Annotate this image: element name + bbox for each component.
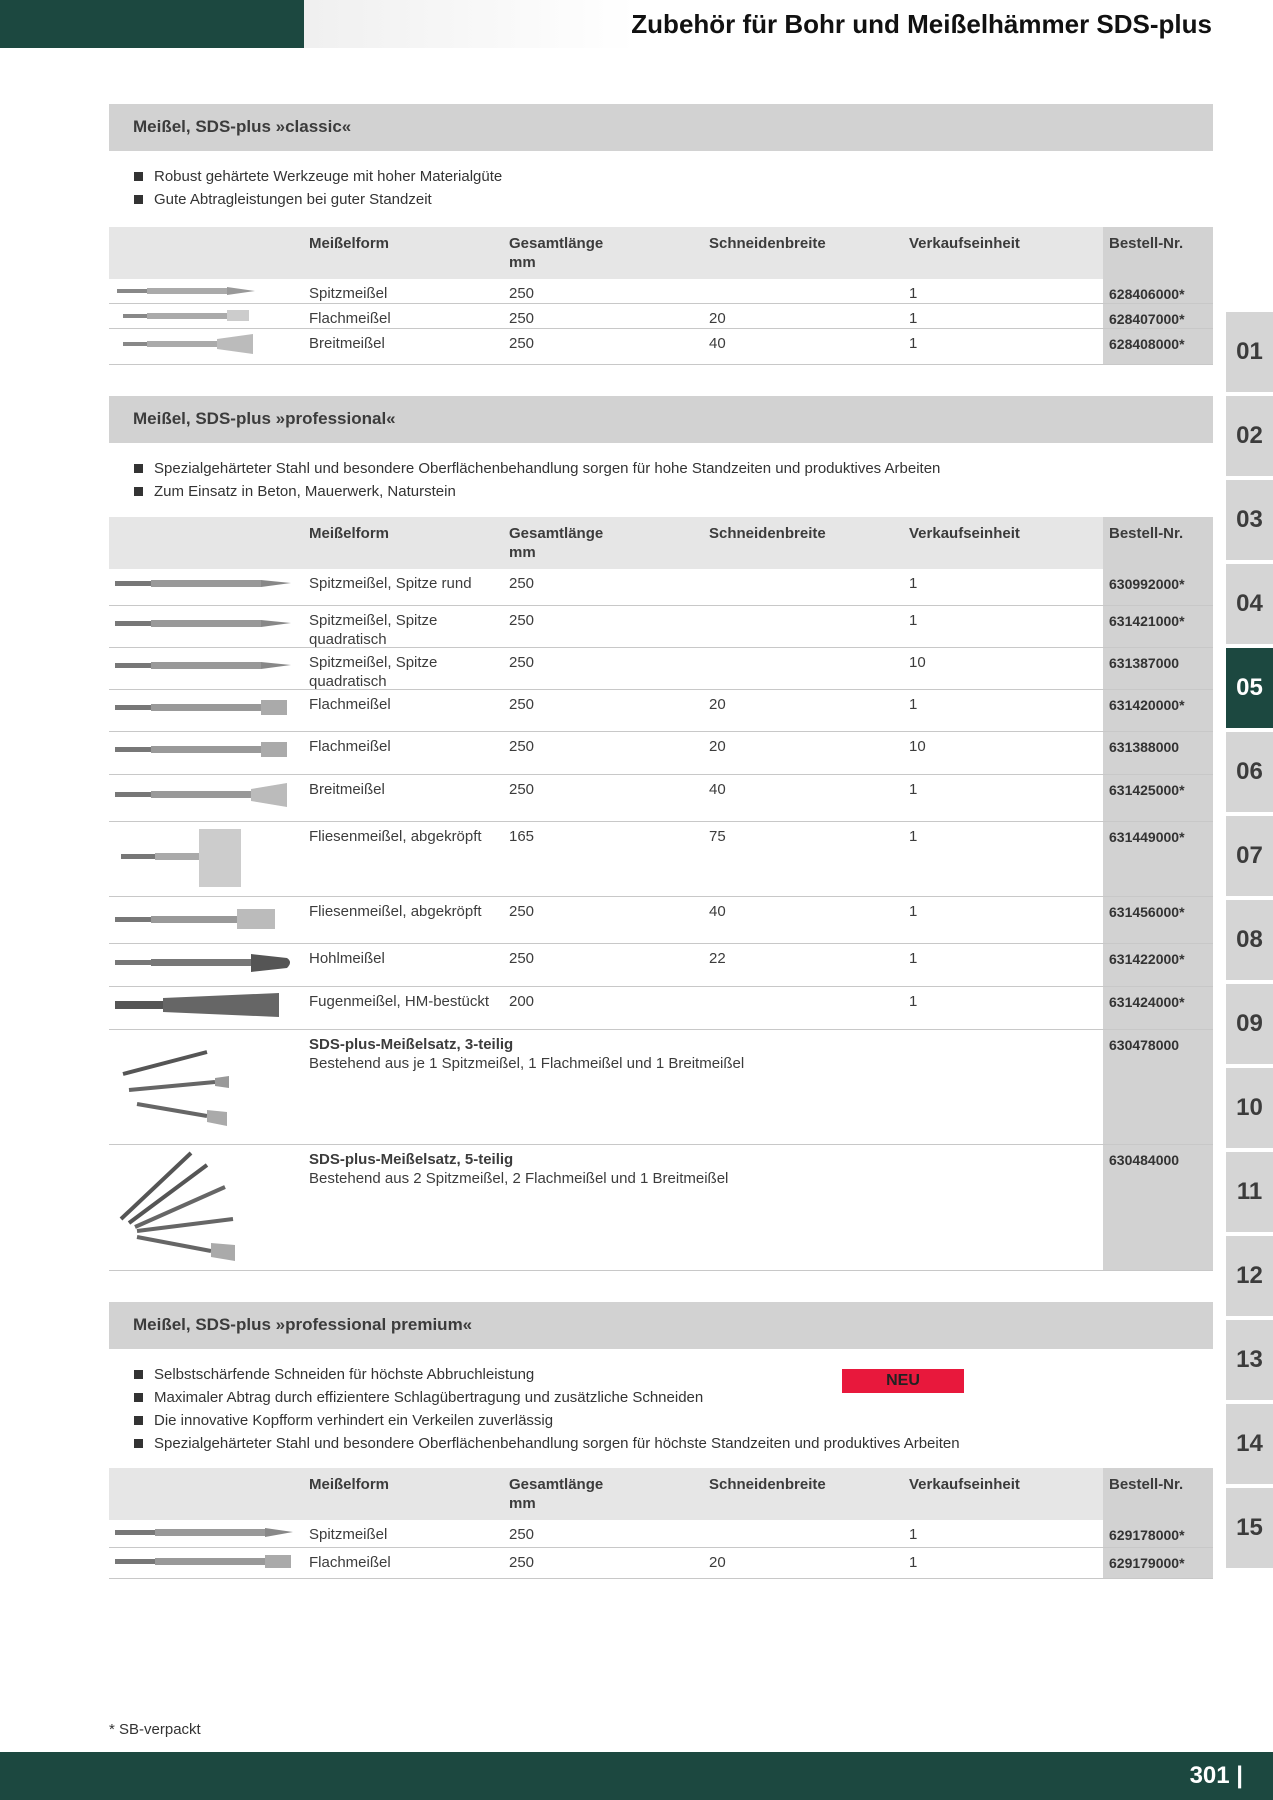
wide-chisel-image xyxy=(115,331,259,357)
column-header-length: Gesamtlänge mm xyxy=(509,1476,604,1512)
column-header-form: Meißelform xyxy=(309,525,390,542)
chisel-set-5-image xyxy=(115,1147,295,1263)
tab-chapter-09[interactable]: 09 xyxy=(1226,984,1273,1064)
table-row xyxy=(109,1145,1213,1271)
bullet-square-icon xyxy=(134,464,143,473)
flat-chisel-image xyxy=(115,1550,295,1572)
table-row: Fliesenmeißel, abgekröpft 165 75 1 631449000* xyxy=(109,822,1213,897)
table-row: Flachmeißel 250 20 1 631420000* xyxy=(109,690,1213,732)
tab-chapter-05[interactable]: 05 xyxy=(1226,648,1273,728)
list-item: Zum Einsatz in Beton, Mauerwerk, Naturstein xyxy=(134,480,1034,503)
tab-chapter-04[interactable]: 04 xyxy=(1226,564,1273,644)
bullet-square-icon xyxy=(134,1416,143,1425)
table-row: Breitmeißel 250 40 1 631425000* xyxy=(109,775,1213,822)
order-number: 631424000* xyxy=(1103,987,1213,1029)
bullet-square-icon xyxy=(134,195,143,204)
bullet-square-icon xyxy=(134,487,143,496)
bullet-square-icon xyxy=(134,1393,143,1402)
section-header-professional xyxy=(109,396,1213,443)
column-header-order: Bestell-Nr. xyxy=(1103,517,1213,569)
column-header-width: Schneidenbreite xyxy=(709,1476,826,1493)
section-title: Meißel, SDS-plus »professional premium« xyxy=(133,1315,473,1334)
bullet-square-icon xyxy=(134,1370,143,1379)
order-number: 628407000* xyxy=(1103,304,1213,328)
table-row: Spitzmeißel, Spitze quadratisch 250 1 631421000* xyxy=(109,606,1213,648)
page-header xyxy=(0,0,1273,48)
order-number: 629179000* xyxy=(1103,1548,1213,1578)
tab-chapter-03[interactable]: 03 xyxy=(1226,480,1273,560)
wide-chisel-image xyxy=(115,777,295,811)
section-header-classic xyxy=(109,104,1213,151)
order-number: 630478000 xyxy=(1103,1030,1213,1144)
order-number: 630484000 xyxy=(1103,1145,1213,1270)
set-description: SDS-plus-Meißelsatz, 3-teilig Bestehend aus je 1 Spitzmeißel, 1 Flachmeißel und 1 Breitmeißel xyxy=(309,1036,745,1072)
tab-chapter-10[interactable]: 10 xyxy=(1226,1068,1273,1148)
footnote: * SB-verpackt xyxy=(109,1721,201,1738)
table-row: Spitzmeißel 250 1 629178000* xyxy=(109,1520,1213,1548)
list-item: Gute Abtragleistungen bei guter Standzeit xyxy=(134,188,1034,211)
table-row: Spitzmeißel 250 1 628406000* xyxy=(109,279,1213,304)
table-header xyxy=(109,1468,1213,1520)
order-number: 629178000* xyxy=(1103,1520,1213,1547)
column-header-form: Meißelform xyxy=(309,1476,390,1493)
tab-chapter-07[interactable]: 07 xyxy=(1226,816,1273,896)
tab-chapter-14[interactable]: 14 xyxy=(1226,1404,1273,1484)
order-number: 631387000 xyxy=(1103,648,1213,689)
list-item: Selbstschärfende Schneiden für höchste Abbruchleistung xyxy=(134,1363,1034,1386)
column-header-order: Bestell-Nr. xyxy=(1103,1468,1213,1520)
list-item: Robust gehärtete Werkzeuge mit hoher Materialgüte xyxy=(134,165,1034,188)
bullet-square-icon xyxy=(134,172,143,181)
table-row: Fugenmeißel, HM-bestückt 200 1 631424000* xyxy=(109,987,1213,1030)
order-number: 628406000* xyxy=(1103,279,1213,303)
product-table-classic xyxy=(109,227,1213,365)
table-header xyxy=(109,227,1213,279)
section-title: Meißel, SDS-plus »professional« xyxy=(133,409,396,428)
column-header-width: Schneidenbreite xyxy=(709,525,826,542)
order-number: 631420000* xyxy=(1103,690,1213,731)
tile-chisel-image xyxy=(115,824,295,890)
tab-chapter-13[interactable]: 13 xyxy=(1226,1320,1273,1400)
table-row xyxy=(109,1030,1213,1145)
column-header-unit: Verkaufseinheit xyxy=(909,235,1020,252)
table-row: Spitzmeißel, Spitze rund 250 1 630992000* xyxy=(109,569,1213,606)
tab-chapter-08[interactable]: 08 xyxy=(1226,900,1273,980)
tab-chapter-02[interactable]: 02 xyxy=(1226,396,1273,476)
new-badge: NEU xyxy=(842,1369,964,1393)
table-row: Fliesenmeißel, abgekröpft 250 40 1 631456000* xyxy=(109,897,1213,944)
chisel-set-3-image xyxy=(115,1032,295,1132)
order-number: 631388000 xyxy=(1103,732,1213,774)
tab-chapter-06[interactable]: 06 xyxy=(1226,732,1273,812)
tile-chisel-image xyxy=(115,899,295,935)
joint-chisel-image xyxy=(115,989,295,1021)
column-header-width: Schneidenbreite xyxy=(709,235,826,252)
list-item: Die innovative Kopfform verhindert ein Verkeilen zuverlässig xyxy=(134,1409,1034,1432)
column-header-form: Meißelform xyxy=(309,235,390,252)
table-row: Flachmeißel 250 20 1 629179000* xyxy=(109,1548,1213,1579)
tab-chapter-15[interactable]: 15 xyxy=(1226,1488,1273,1568)
tab-chapter-01[interactable]: 01 xyxy=(1226,312,1273,392)
column-header-unit: Verkaufseinheit xyxy=(909,1476,1020,1493)
list-item: Maximaler Abtrag durch effizientere Schlagübertragung und zusätzliche Schneiden xyxy=(134,1386,1034,1409)
page-number: 301 | xyxy=(1189,1762,1243,1789)
gouge-chisel-image xyxy=(115,946,295,978)
product-table-premium xyxy=(109,1468,1213,1579)
column-header-unit: Verkaufseinheit xyxy=(909,525,1020,542)
section-header-premium xyxy=(109,1302,1213,1349)
pointed-chisel-image xyxy=(115,608,295,638)
order-number: 631422000* xyxy=(1103,944,1213,986)
tab-chapter-11[interactable]: 11 xyxy=(1226,1152,1273,1232)
order-number: 631425000* xyxy=(1103,775,1213,821)
section-title: Meißel, SDS-plus »classic« xyxy=(133,117,352,136)
list-item: Spezialgehärteter Stahl und besondere Oberflächenbehandlung sorgen für höchste Standzeiten und produktives Arbeiten xyxy=(134,1432,1034,1455)
pointed-chisel-image xyxy=(115,571,295,595)
set-description: SDS-plus-Meißelsatz, 5-teilig Bestehend aus 2 Spitzmeißel, 2 Flachmeißel und 1 Breitmeißel xyxy=(309,1151,729,1187)
order-number: 630992000* xyxy=(1103,569,1213,605)
header-accent-block xyxy=(0,0,304,48)
column-header-length: Gesamtlänge mm xyxy=(509,235,604,271)
flat-chisel-image xyxy=(115,306,259,326)
tab-chapter-12[interactable]: 12 xyxy=(1226,1236,1273,1316)
flat-chisel-image xyxy=(115,734,295,764)
pointed-chisel-image xyxy=(115,650,295,680)
order-number: 628408000* xyxy=(1103,329,1213,364)
product-table-professional xyxy=(109,517,1213,1271)
table-row: Flachmeißel 250 20 10 631388000 xyxy=(109,732,1213,775)
table-header xyxy=(109,517,1213,569)
order-number: 631449000* xyxy=(1103,822,1213,896)
table-row: Hohlmeißel 250 22 1 631422000* xyxy=(109,944,1213,987)
page-footer xyxy=(0,1752,1273,1800)
order-number: 631421000* xyxy=(1103,606,1213,647)
page-title: Zubehör für Bohr und Meißelhämmer SDS-plus xyxy=(631,9,1212,39)
table-row: Breitmeißel 250 40 1 628408000* xyxy=(109,329,1213,365)
pointed-chisel-image xyxy=(115,1522,295,1542)
list-item: Spezialgehärteter Stahl und besondere Oberflächenbehandlung sorgen für hohe Standzeiten und produktives Arbeiten xyxy=(134,457,1034,480)
table-row: Flachmeißel 250 20 1 628407000* xyxy=(109,304,1213,329)
feature-list-professional xyxy=(134,457,1034,503)
column-header-length: Gesamtlänge mm xyxy=(509,525,604,561)
flat-chisel-image xyxy=(115,692,295,722)
pointed-chisel-image xyxy=(115,281,259,301)
bullet-square-icon xyxy=(134,1439,143,1448)
chapter-tabs xyxy=(1226,312,1273,1572)
column-header-order: Bestell-Nr. xyxy=(1103,227,1213,279)
order-number: 631456000* xyxy=(1103,897,1213,943)
feature-list-classic xyxy=(134,165,1034,211)
table-row: Spitzmeißel, Spitze quadratisch 250 10 631387000 xyxy=(109,648,1213,690)
